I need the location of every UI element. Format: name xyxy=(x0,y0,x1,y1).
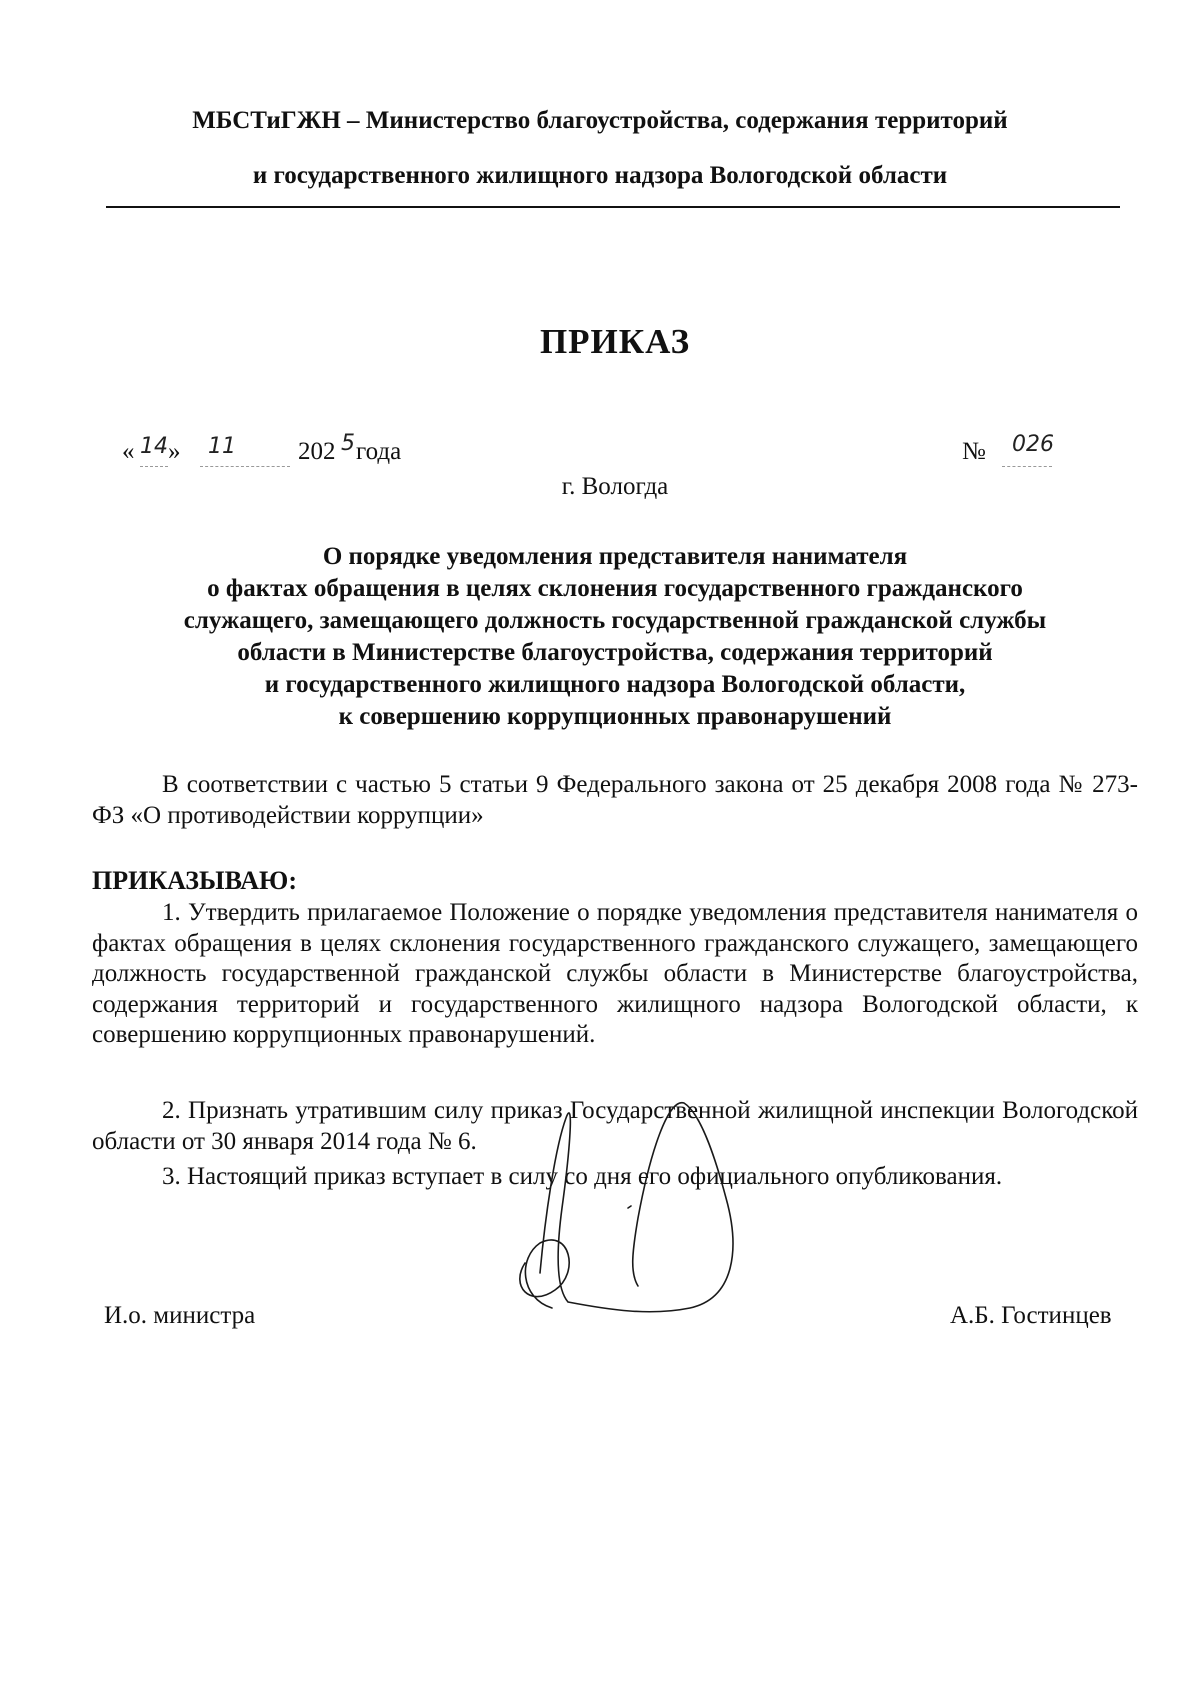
date-month-blank xyxy=(200,466,290,467)
order-number-blank xyxy=(1002,466,1052,467)
date-year-suffix: года xyxy=(356,438,402,465)
date-open-quote: « xyxy=(122,438,135,465)
order-item-2: 2. Признать утратившим силу приказ Государственной жилищной инспекции Вологодской области от 30 января 2014 года № 6. xyxy=(92,1097,1138,1155)
subject-line-3: служащего, замещающего должность государственной гражданской службы xyxy=(183,607,1047,634)
letterhead-divider xyxy=(106,206,1120,208)
subject-line-1: О порядке уведомления представителя нанимателя xyxy=(322,543,908,570)
date-year-handwritten: 5 xyxy=(341,431,355,456)
letterhead-line-2: и государственного жилищного надзора Вологодской области xyxy=(252,162,948,189)
order-heading: ПРИКАЗЫВАЮ: xyxy=(92,866,297,895)
order-item-3: 3. Настоящий приказ вступает в силу со дня его официального опубликования. xyxy=(162,1163,1003,1190)
subject-line-5: и государственного жилищного надзора Вологодской области, xyxy=(264,671,966,698)
letterhead-line-1: МБСТиГЖН – Министерство благоустройства, содержания территорий xyxy=(192,107,1008,134)
subject-line-2: о фактах обращения в целях склонения государственного гражданского xyxy=(207,575,1023,602)
order-number-handwritten: 026 xyxy=(1012,432,1054,457)
signatory-position: И.о. министра xyxy=(104,1302,256,1329)
subject-line-6: к совершению коррупционных правонарушений xyxy=(338,703,892,730)
date-day-handwritten: 14 xyxy=(140,434,168,459)
date-year-prefix: 202 xyxy=(298,438,336,465)
preamble-paragraph: В соответствии с частью 5 статьи 9 Федерального закона от 25 декабря 2008 года № 273-ФЗ «О противодействии коррупции» xyxy=(92,771,1138,829)
date-close-quote: » xyxy=(168,438,181,465)
city: г. Вологда xyxy=(561,473,669,500)
handwritten-signature-icon xyxy=(500,1058,760,1358)
date-day-blank xyxy=(140,466,168,467)
order-item-1: 1. Утвердить прилагаемое Положение о порядке уведомления представителя нанимателя о фактах обращения в целях склонения государственного гражданского служащего, замещающего должность государственной гражданской службы области в Министерстве благоустройства, содержания территорий и государственного жилищного надзора Вологодской области, к совершению коррупционных правонарушений. xyxy=(92,899,1138,1048)
subject-line-4: области в Министерстве благоустройства, содержания территорий xyxy=(237,639,993,666)
signatory-name: А.Б. Гостинцев xyxy=(950,1302,1112,1329)
document-title: ПРИКАЗ xyxy=(539,322,691,361)
order-number-label: № xyxy=(962,438,986,465)
date-month-handwritten: 11 xyxy=(208,434,236,459)
